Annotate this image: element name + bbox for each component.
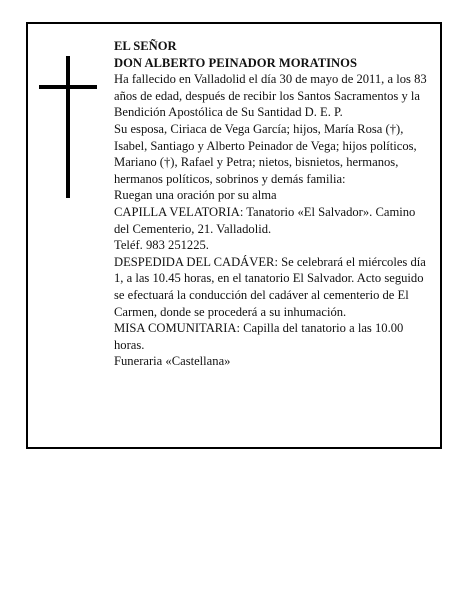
family-list: Su esposa, Ciriaca de Vega García; hijos, María Rosa (†), Isabel, Santiago y Alberto Peinador de Vega; hijos políticos, Mariano (†), Rafael y Petra; nietos, bisnietos, hermanos, hermanos políticos, sobrinos y demás familia: [114,121,417,186]
death-announcement: Ha fallecido en Valladolid el día 30 de mayo de 2011, a los 83 años de edad, después de recibir los Santos Sacramentos y la Bendición Apostólica de Su Santidad D. E. P. [114,72,427,120]
obituary-text [114,38,432,370]
farewell-info: DESPEDIDA DEL CADÁVER: Se celebrará el miércoles día 1, a las 10.45 horas, en el tanatorio El Salvador. Acto seguido se efectuará la conducción del cadáver al cementerio de El Carmen, donde se procederá a su inhumación. [114,254,426,319]
funeral-home: Funeraria «Castellana» [114,354,231,369]
mass-info: MISA COMUNITARIA: Capilla del tanatorio a las 10.00 horas. [114,321,404,352]
deceased-name: DON ALBERTO PEINADOR MORATINOS [114,55,357,70]
chapel-info: CAPILLA VELATORIA: Tanatorio «El Salvador». Camino del Cementerio, 21. Valladolid. [114,204,416,236]
phone-info: Teléf. 983 251225. [114,238,209,253]
obituary-title: EL SEÑOR [114,39,177,53]
prayer-request: Ruegan una oración por su alma [114,188,277,203]
